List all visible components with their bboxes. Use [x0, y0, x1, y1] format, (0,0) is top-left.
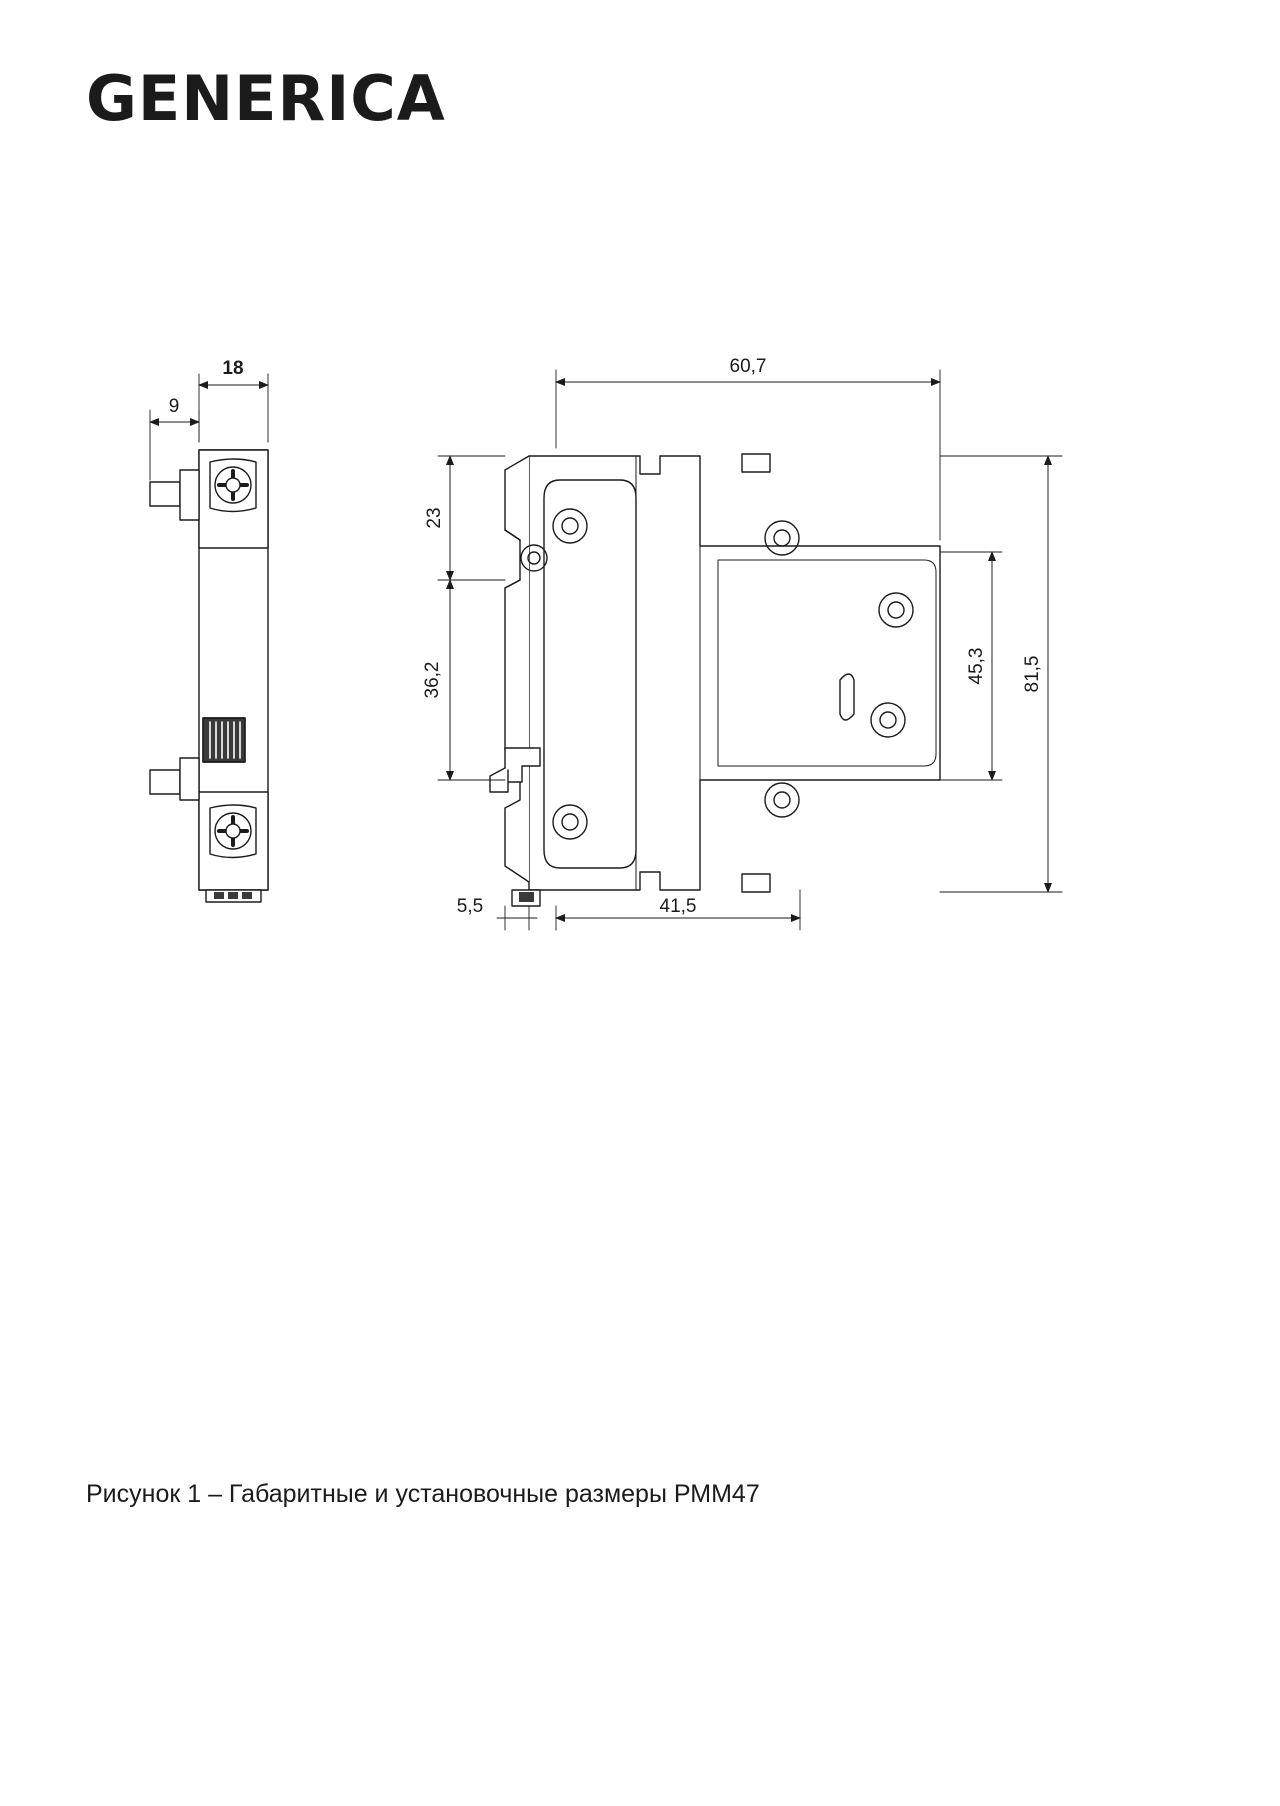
figure-caption: Рисунок 1 – Габаритные и установочные размеры РММ47: [86, 1480, 760, 1508]
dimension-45-3-label: 45,3: [966, 647, 987, 685]
dimension-9: [150, 396, 199, 480]
dimension-81-5-label: 81,5: [1022, 655, 1043, 693]
dimension-5-5-label: 5,5: [456, 896, 484, 917]
dimension-41-5: [556, 890, 800, 930]
dimension-9-label: 9: [168, 396, 180, 417]
dimension-18: [199, 358, 268, 442]
dimension-81-5: [940, 456, 1062, 892]
side-view-body: [490, 454, 940, 906]
dimension-45-3: [940, 552, 1002, 780]
dimension-60-7-label: 60,7: [729, 356, 767, 377]
dimension-23: [424, 456, 505, 580]
dimension-36-2: [422, 580, 505, 780]
brand-logo: GENERICA: [86, 62, 446, 135]
dimension-23-label: 23: [424, 507, 445, 529]
dimension-41-5-label: 41,5: [659, 896, 697, 917]
dimension-36-2-label: 36,2: [422, 661, 443, 699]
dimension-18-label: 18: [222, 358, 244, 379]
technical-drawing: [0, 330, 1280, 970]
top-view-body: [150, 450, 268, 902]
